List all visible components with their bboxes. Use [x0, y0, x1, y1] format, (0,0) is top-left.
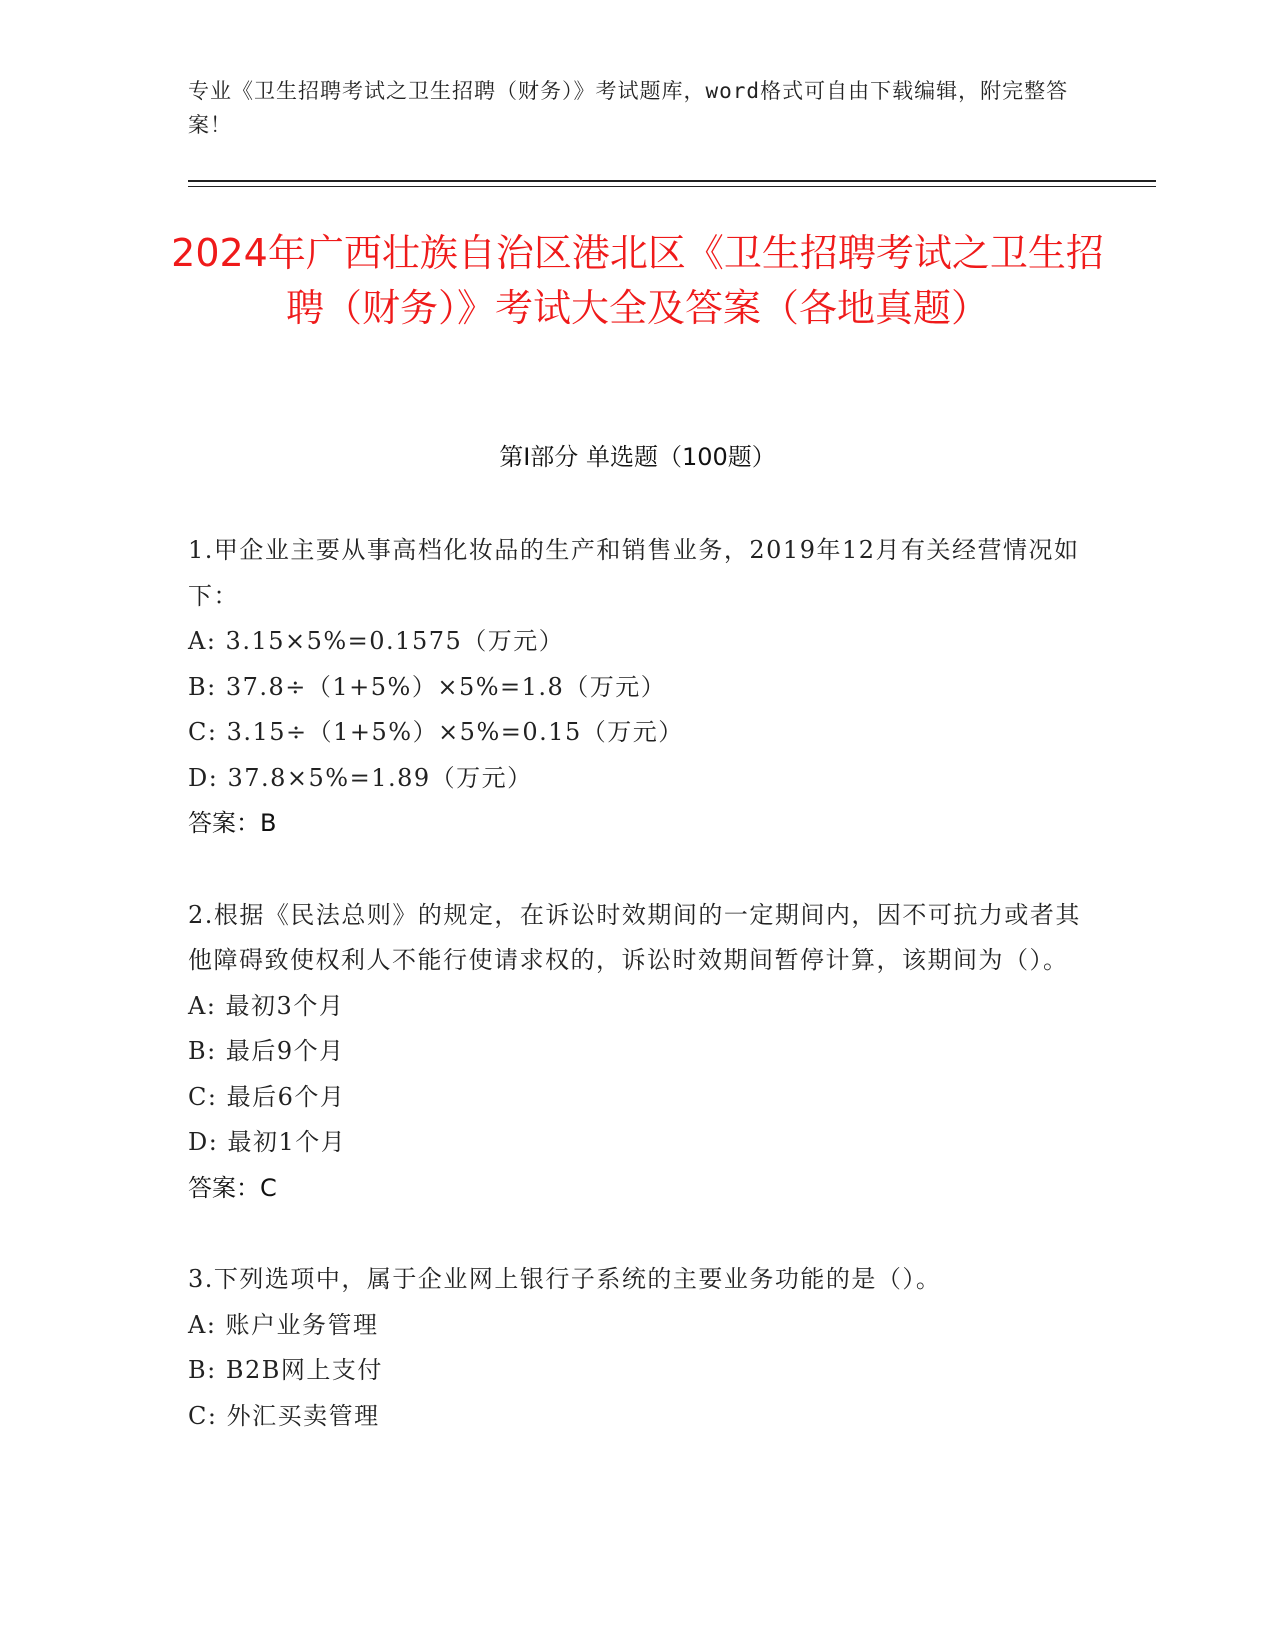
option-a: A: 最初3个月	[188, 991, 345, 1020]
answer-line: 答案：B	[188, 809, 277, 837]
option-b: B: 37.8÷（1+5%）×5%=1.8（万元）	[188, 672, 667, 701]
header-divider-thin	[188, 186, 1156, 187]
question-3	[188, 1257, 1088, 1439]
question-1	[188, 528, 1088, 847]
answer-line: 答案：C	[188, 1173, 277, 1202]
header-note: 专业《卫生招聘考试之卫生招聘（财务）》考试题库，word格式可自由下载编辑，附完整答案！	[188, 79, 1069, 137]
option-d: D: 最初1个月	[188, 1128, 347, 1156]
option-b: B: B2B网上支付	[188, 1356, 383, 1384]
question-stem: 1.甲企业主要从事高档化妆品的生产和销售业务，2019年12月有关经营情况如下：	[188, 536, 1080, 610]
document-title: 2024年广西壮族自治区港北区《卫生招聘考试之卫生招聘（财务）》考试大全及答案（各地真题）	[171, 231, 1104, 330]
option-d: D: 37.8×5%=1.89（万元）	[188, 763, 533, 792]
option-c: C: 3.15÷（1+5%）×5%=0.15（万元）	[188, 718, 684, 746]
question-stem: 3.下列选项中，属于企业网上银行子系统的主要业务功能的是（）。	[188, 1265, 942, 1293]
option-b: B: 最后9个月	[188, 1037, 345, 1065]
section-title: 第Ⅰ部分 单选题（100题）	[499, 443, 776, 471]
option-c: C: 最后6个月	[188, 1082, 346, 1111]
question-2	[188, 893, 1088, 1212]
header-divider-thick	[188, 180, 1156, 182]
question-list	[188, 528, 1088, 1485]
option-a: A: 账户业务管理	[188, 1310, 379, 1339]
option-c: C: 外汇买卖管理	[188, 1401, 380, 1430]
option-a: A: 3.15×5%=0.1575（万元）	[188, 627, 565, 655]
question-stem: 2.根据《民法总则》的规定，在诉讼时效期间的一定期间内，因不可抗力或者其他障碍致使权利人不能行使请求权的，诉讼时效期间暂停计算，该期间为（）。	[188, 900, 1081, 974]
